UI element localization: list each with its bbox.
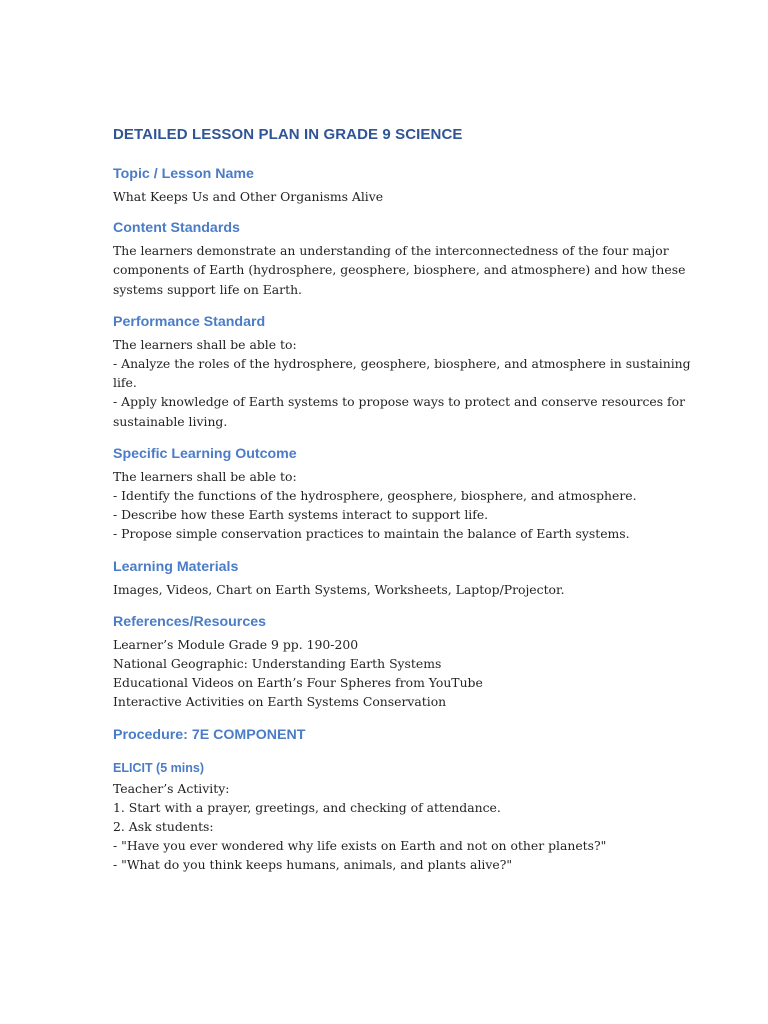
text-line: Teacher’s Activity: <box>113 780 230 796</box>
text-line: 1. Start with a prayer, greetings, and checking of attendance. <box>113 799 501 815</box>
text-line: systems support life on Earth. <box>113 281 302 297</box>
learning-materials-heading: Learning Materials <box>113 558 239 575</box>
document-title: DETAILED LESSON PLAN IN GRADE 9 SCIENCE <box>113 126 463 143</box>
text-line: The learners shall be able to: <box>113 336 297 352</box>
section-procedure <box>113 725 673 745</box>
section-elicit <box>113 759 673 875</box>
reference-item: National Geographic: Understanding Earth Systems <box>113 656 442 672</box>
section-performance-standard <box>113 312 691 431</box>
performance-standard-heading: Performance Standard <box>113 313 266 330</box>
text-line: - Apply knowledge of Earth systems to propose ways to protect and conserve resources for <box>113 394 686 410</box>
performance-standard-text <box>113 335 691 431</box>
reference-item: Learner’s Module Grade 9 pp. 190-200 <box>113 636 359 652</box>
references-text <box>113 635 673 712</box>
elicit-text <box>113 779 673 875</box>
learning-outcome-text <box>113 467 673 544</box>
text-line: - "Have you ever wondered why life exists on Earth and not on other planets?" <box>113 838 607 854</box>
text-line: - Analyze the roles of the hydrosphere, geosphere, biosphere, and atmosphere in sustaining <box>113 356 691 372</box>
text-line: - Propose simple conservation practices to maintain the balance of Earth systems. <box>113 526 630 542</box>
document-content <box>113 125 691 888</box>
content-standards-text <box>113 241 686 299</box>
text-line: 2. Ask students: <box>113 819 214 835</box>
learning-outcome-heading: Specific Learning Outcome <box>113 445 297 462</box>
text-line: The learners demonstrate an understanding of the interconnectedness of the four major <box>113 243 669 259</box>
section-references <box>113 612 673 712</box>
references-heading: References/Resources <box>113 613 266 630</box>
section-learning-materials <box>113 557 673 599</box>
learning-materials-text: Images, Videos, Chart on Earth Systems, Worksheets, Laptop/Projector. <box>113 581 565 597</box>
text-line: - Describe how these Earth systems interact to support life. <box>113 507 489 523</box>
text-line: components of Earth (hydrosphere, geosphere, biosphere, and atmosphere) and how these <box>113 262 686 278</box>
text-line: - Identify the functions of the hydrosphere, geosphere, biosphere, and atmosphere. <box>113 488 637 504</box>
section-specific-learning-outcome <box>113 444 673 544</box>
section-content-standards <box>113 218 686 299</box>
reference-item: Interactive Activities on Earth Systems Conservation <box>113 694 447 710</box>
text-line: The learners shall be able to: <box>113 468 297 484</box>
procedure-heading: Procedure: 7E COMPONENT <box>113 726 306 743</box>
text-line: sustainable living. <box>113 413 228 429</box>
section-topic <box>113 164 673 206</box>
text-line: - "What do you think keeps humans, animals, and plants alive?" <box>113 857 513 873</box>
content-standards-heading: Content Standards <box>113 220 240 237</box>
reference-item: Educational Videos on Earth’s Four Spheres from YouTube <box>113 675 483 691</box>
topic-heading: Topic / Lesson Name <box>113 166 254 182</box>
text-line: life. <box>113 375 137 391</box>
elicit-heading: ELICIT (5 mins) <box>113 760 204 775</box>
topic-text: What Keeps Us and Other Organisms Alive <box>113 189 384 204</box>
